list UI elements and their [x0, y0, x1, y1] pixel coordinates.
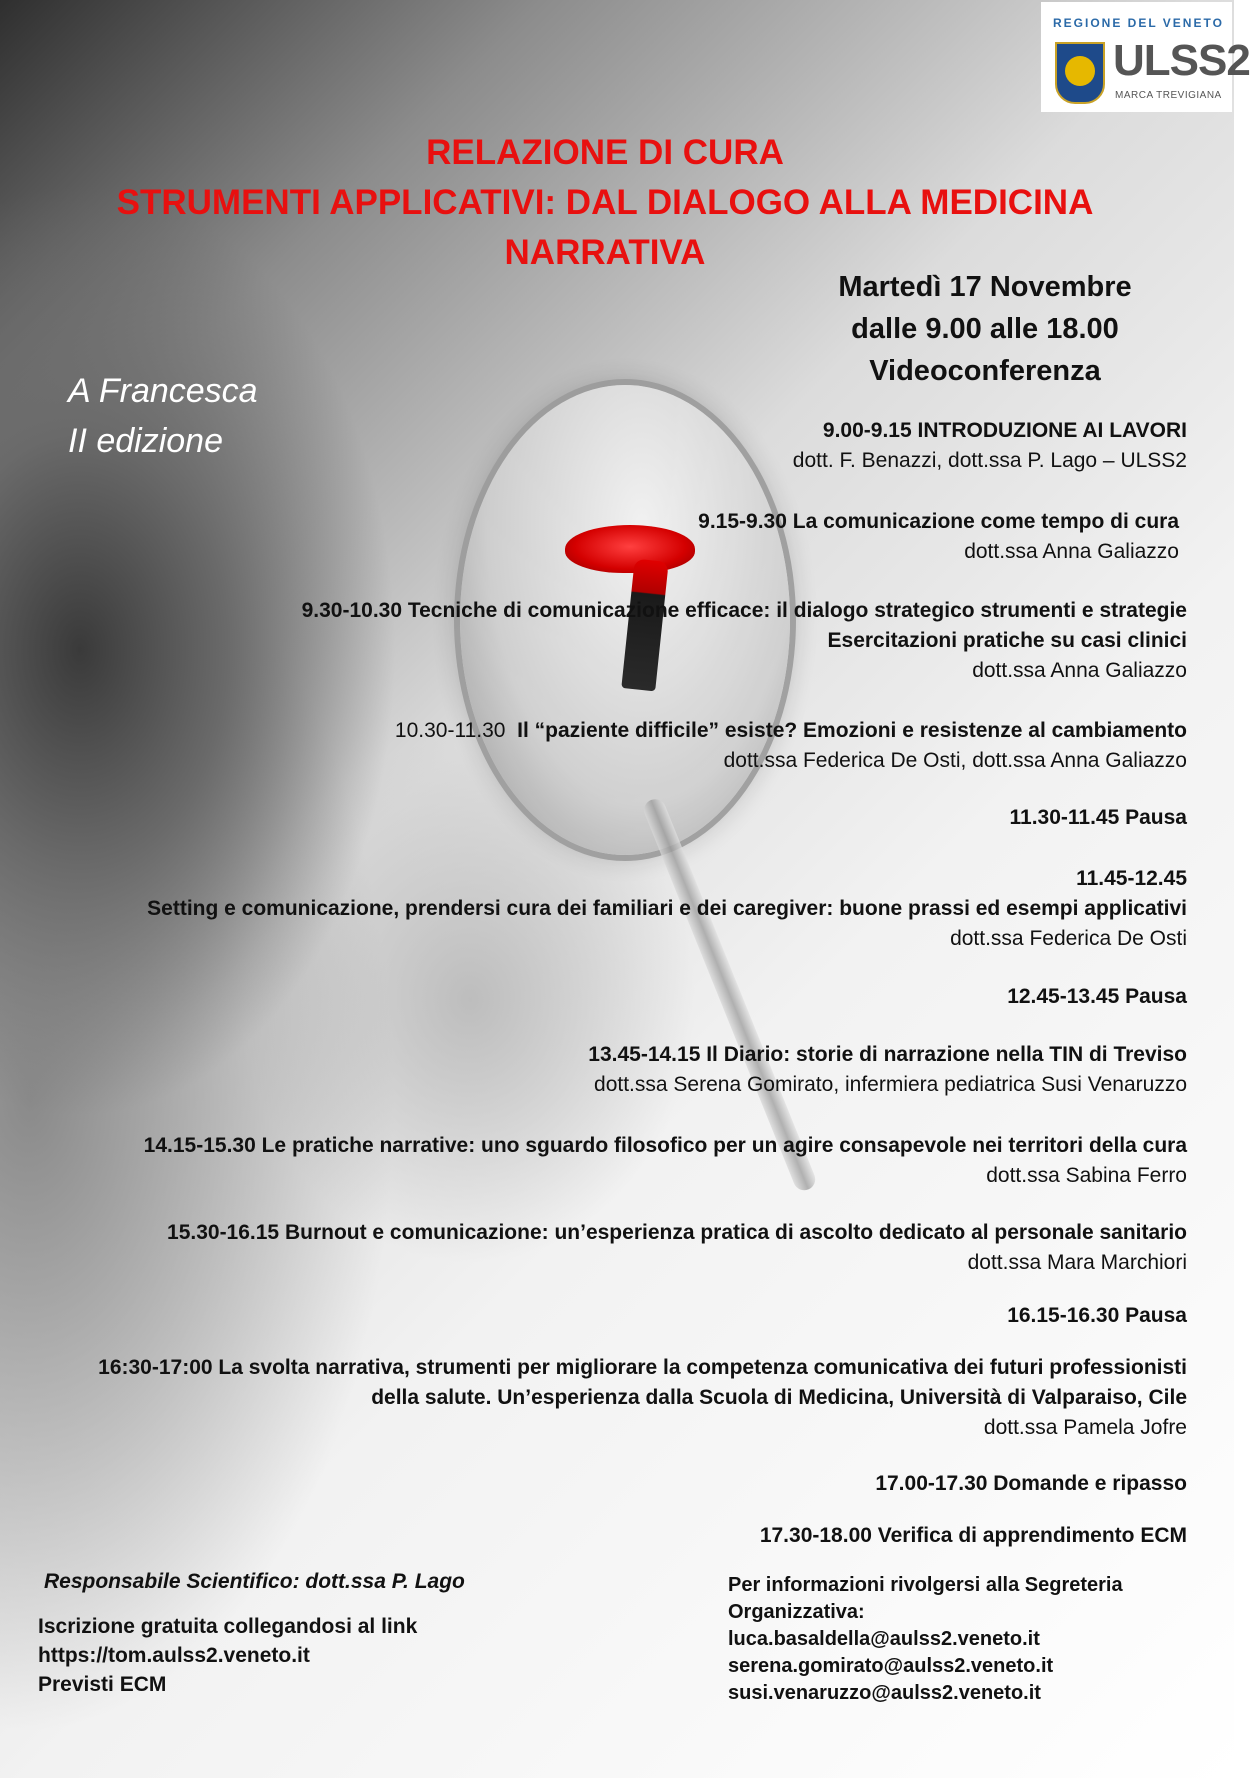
- program-item: [875, 1469, 1187, 1499]
- info-text-2: Organizzativa:: [728, 1601, 865, 1623]
- dedication-line-2: II edizione: [68, 422, 223, 460]
- program-item: [147, 864, 1187, 954]
- program-speaker: dott.ssa Mara Marchiori: [967, 1251, 1187, 1274]
- program-head-2: Esercitazioni pratiche su casi clinici: [827, 629, 1187, 652]
- title-line-3: NARRATIVA: [504, 233, 706, 272]
- program-item: [98, 1353, 1187, 1443]
- program-head: 14.15-15.30 Le pratiche narrative: uno sguardo filosofico per un agire consapevole nei territori della cura: [143, 1134, 1187, 1157]
- dedication: [68, 366, 258, 466]
- program-speaker: dott.ssa Federica De Osti: [950, 927, 1187, 950]
- contact-email[interactable]: luca.basaldella@aulss2.veneto.it: [728, 1628, 1040, 1650]
- event-hours: dalle 9.00 alle 18.00: [851, 313, 1119, 345]
- program-head: 16.15-16.30 Pausa: [1007, 1304, 1187, 1327]
- program-item: [1010, 803, 1188, 833]
- program-speaker: dott.ssa Federica De Osti, dott.ssa Anna Galiazzo: [723, 749, 1187, 772]
- program-time: 11.45-12.45: [1076, 867, 1187, 890]
- program-head: 9.00-9.15 INTRODUZIONE AI LAVORI: [822, 419, 1187, 442]
- program-speaker: dott. F. Benazzi, dott.ssa P. Lago – ULSS2: [792, 449, 1187, 472]
- program-item: [760, 1521, 1187, 1551]
- program-head: Il “paziente difficile” esiste? Emozioni e resistenze al cambiamento: [517, 719, 1187, 742]
- dedication-line-1: A Francesca: [68, 372, 258, 410]
- program-speaker: dott.ssa Serena Gomirato, infermiera pediatrica Susi Venaruzzo: [594, 1073, 1187, 1096]
- program-head: 11.30-11.45 Pausa: [1009, 806, 1187, 829]
- program-head: 16:30-17:00 La svolta narrativa, strumenti per migliorare la competenza comunicativa dei futuri professionisti: [98, 1356, 1187, 1379]
- info-text: Per informazioni rivolgersi alla Segreteria: [728, 1574, 1123, 1596]
- program-head: 17.00-17.30 Domande e ripasso: [875, 1472, 1187, 1495]
- program-speaker: dott.ssa Anna Galiazzo: [972, 659, 1187, 682]
- logo-name: ULSS2: [1113, 36, 1250, 85]
- program-speaker: dott.ssa Sabina Ferro: [986, 1164, 1187, 1187]
- event-date-block: [790, 266, 1180, 392]
- red-lips-image: [565, 525, 695, 573]
- logo-region: REGIONE DEL VENETO: [1053, 16, 1224, 30]
- logo-subtitle: MARCA TREVIGIANA: [1115, 90, 1222, 101]
- program-item: [698, 507, 1179, 567]
- lion-shield-icon: [1055, 42, 1105, 104]
- program-head-2: della salute. Un’esperienza dalla Scuola di Medicina, Università di Valparaiso, Cile: [371, 1386, 1187, 1409]
- event-date: Martedì 17 Novembre: [838, 271, 1132, 303]
- program-speaker: dott.ssa Anna Galiazzo: [964, 540, 1179, 563]
- event-title: [100, 128, 1110, 278]
- scientific-responsible: Responsabile Scientifico: dott.ssa P. Lago: [44, 1570, 465, 1593]
- title-line-2: STRUMENTI APPLICATIVI: DAL DIALOGO ALLA MEDICINA: [116, 183, 1094, 222]
- ulss2-logo: [1041, 2, 1250, 112]
- program-head: 13.45-14.15 Il Diario: storie di narrazione nella TIN di Treviso: [588, 1043, 1187, 1066]
- registration-text: Iscrizione gratuita collegandosi al link: [38, 1615, 418, 1638]
- registration-link[interactable]: https://tom.aulss2.veneto.it: [38, 1644, 310, 1667]
- footer-contacts: [728, 1572, 1123, 1707]
- ecm-note: Previsti ECM: [38, 1673, 167, 1696]
- program-item: [588, 1040, 1187, 1100]
- program-item: [1007, 982, 1187, 1012]
- title-line-1: RELAZIONE DI CURA: [426, 133, 784, 172]
- program-head: Setting e comunicazione, prendersi cura dei familiari e dei caregiver: buone prassi ed esempi applicativi: [147, 897, 1187, 920]
- program-item: [793, 416, 1187, 476]
- program-time: 10.30-11.30: [394, 719, 506, 742]
- program-item: [1007, 1301, 1187, 1331]
- program-head: 9.30-10.30 Tecniche di comunicazione efficace: il dialogo strategico strumenti e strategie: [301, 599, 1187, 622]
- program-item: [395, 716, 1187, 776]
- program-head: 9.15-9.30 La comunicazione come tempo di cura: [698, 510, 1179, 533]
- program-item: [302, 596, 1187, 686]
- contact-email[interactable]: serena.gomirato@aulss2.veneto.it: [728, 1655, 1054, 1677]
- program-head: 17.30-18.00 Verifica di apprendimento ECM: [759, 1524, 1187, 1547]
- program-head: 12.45-13.45 Pausa: [1007, 985, 1187, 1008]
- program-head: 15.30-16.15 Burnout e comunicazione: un’esperienza pratica di ascolto dedicato al personale sanitario: [167, 1221, 1187, 1244]
- footer-left: [38, 1570, 465, 1699]
- event-mode: Videoconferenza: [869, 355, 1101, 387]
- program-speaker: dott.ssa Pamela Jofre: [983, 1416, 1187, 1439]
- program-item: [167, 1218, 1187, 1278]
- program-item: [144, 1131, 1187, 1191]
- contact-email[interactable]: susi.venaruzzo@aulss2.veneto.it: [728, 1682, 1041, 1704]
